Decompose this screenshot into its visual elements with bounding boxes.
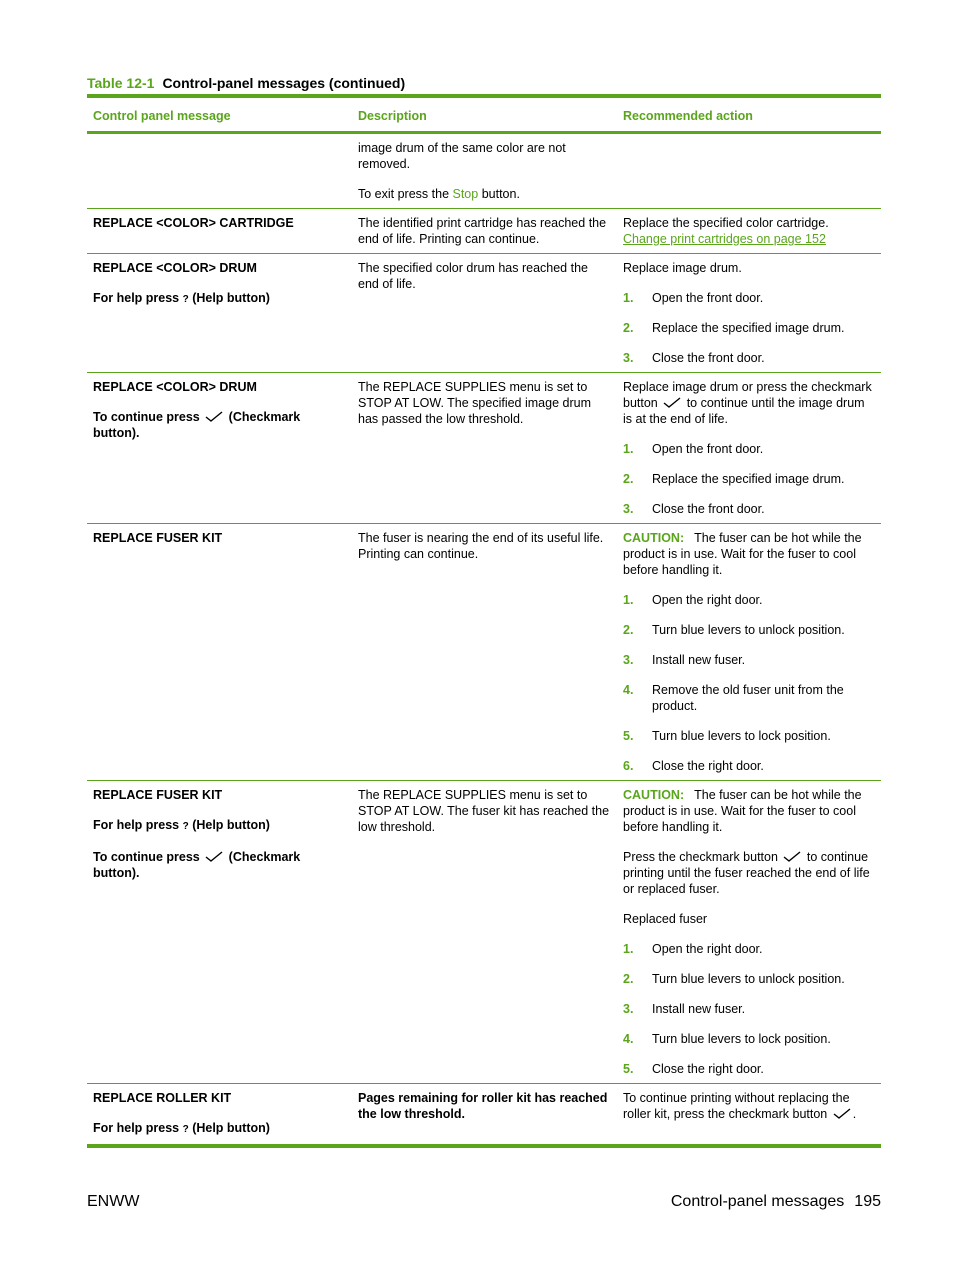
step-number: 1. <box>623 442 634 456</box>
text-span: (Help button) <box>188 1121 270 1135</box>
action-cell <box>617 209 881 254</box>
message-cell <box>87 524 352 781</box>
text-span: Replace image drum or press the checkmark button <box>623 380 872 410</box>
description-text: image drum of the same color are not removed. <box>358 141 566 171</box>
step-text: Close the right door. <box>652 1062 764 1076</box>
list-item <box>623 592 875 608</box>
step-text: Open the front door. <box>652 291 764 305</box>
action-text: Replace image drum. <box>623 261 742 275</box>
help-question-icon: ? <box>182 821 189 832</box>
text-span: button. <box>478 187 520 201</box>
message-cell <box>87 133 352 209</box>
action-cell <box>617 373 881 524</box>
text-span: For help press <box>93 818 183 832</box>
list-item <box>623 1031 875 1047</box>
list-item <box>623 471 875 487</box>
action-text <box>623 1090 875 1122</box>
step-text: Turn blue levers to lock position. <box>652 729 831 743</box>
checkmark-icon <box>663 397 681 409</box>
step-number: 1. <box>623 593 634 607</box>
step-text: Remove the old fuser unit from the product. <box>652 683 844 713</box>
list-item <box>623 682 875 714</box>
list-item <box>623 1001 875 1017</box>
footer-right <box>671 1193 881 1211</box>
description-text: The REPLACE SUPPLIES menu is set to STOP AT LOW. The fuser kit has reached the low threshold. <box>358 788 610 834</box>
step-number: 3. <box>623 351 634 365</box>
description-cell <box>352 133 617 209</box>
message-cell <box>87 781 352 1084</box>
description-cell <box>352 254 617 373</box>
help-instruction <box>93 1120 346 1138</box>
description-text <box>358 186 611 202</box>
table-row <box>87 254 881 373</box>
list-item <box>623 652 875 668</box>
action-cell <box>617 781 881 1084</box>
step-number: 3. <box>623 1002 634 1016</box>
action-cell <box>617 524 881 781</box>
message-cell <box>87 209 352 254</box>
step-text: Turn blue levers to lock position. <box>652 1032 831 1046</box>
list-item <box>623 622 875 638</box>
list-item <box>623 728 875 744</box>
step-list <box>623 941 875 1077</box>
step-text: Close the front door. <box>652 351 765 365</box>
step-text: Close the front door. <box>652 502 765 516</box>
list-item <box>623 441 875 457</box>
help-question-icon: ? <box>182 1124 189 1135</box>
list-item <box>623 971 875 987</box>
description-cell <box>352 781 617 1084</box>
message-cell <box>87 254 352 373</box>
action-cell <box>617 133 881 209</box>
continue-instruction <box>93 849 346 881</box>
step-number: 3. <box>623 653 634 667</box>
description-text: Pages remaining for roller kit has reached the low threshold. <box>358 1091 608 1121</box>
checkmark-icon <box>205 411 223 423</box>
step-text: Install new fuser. <box>652 653 746 667</box>
help-instruction <box>93 817 346 835</box>
stop-button-label: Stop <box>452 187 479 201</box>
description-cell <box>352 524 617 781</box>
description-text: The specified color drum has reached the end of life. <box>358 261 588 291</box>
description-text: The fuser is nearing the end of its useful life. Printing can continue. <box>358 531 604 561</box>
step-list <box>623 290 875 366</box>
text-span: To exit press the <box>358 187 453 201</box>
description-cell <box>352 1084 617 1147</box>
step-text: Open the right door. <box>652 593 763 607</box>
step-text: Turn blue levers to unlock position. <box>652 972 845 986</box>
caution-text: The fuser can be hot while the product is in use. Wait for the fuser to cool before handling it. <box>623 531 862 577</box>
header-description: Description <box>358 109 427 123</box>
text-span: Press the checkmark button <box>623 850 782 864</box>
list-item <box>623 941 875 957</box>
step-number: 2. <box>623 321 634 335</box>
step-number: 5. <box>623 1062 634 1076</box>
help-instruction <box>93 290 346 308</box>
step-text: Turn blue levers to unlock position. <box>652 623 845 637</box>
step-number: 3. <box>623 502 634 516</box>
footer-section-title: Control-panel messages <box>670 1193 845 1210</box>
message-cell <box>87 1084 352 1147</box>
table-caption <box>87 75 405 91</box>
checkmark-icon <box>833 1108 851 1120</box>
list-item <box>623 758 875 774</box>
caution-note <box>623 787 875 835</box>
message-text: REPLACE <COLOR> DRUM <box>93 261 257 275</box>
text-span: (Help button) <box>188 291 270 305</box>
table-row <box>87 209 881 254</box>
caution-text: The fuser can be hot while the product is in use. Wait for the fuser to cool before handling it. <box>623 788 862 834</box>
step-list <box>623 592 875 774</box>
page-number: 195 <box>854 1193 881 1210</box>
footer-left: ENWW <box>87 1193 140 1210</box>
step-text: Open the right door. <box>652 942 763 956</box>
step-list <box>623 441 875 517</box>
table-row <box>87 373 881 524</box>
text-span: . <box>852 1107 857 1121</box>
table-header-row <box>87 96 881 133</box>
list-item <box>623 320 875 336</box>
message-text: REPLACE <COLOR> DRUM <box>93 380 257 394</box>
text-span: For help press <box>93 1121 183 1135</box>
step-number: 4. <box>623 1032 634 1046</box>
list-item <box>623 1061 875 1077</box>
step-number: 1. <box>623 942 634 956</box>
description-cell <box>352 373 617 524</box>
list-item <box>623 290 875 306</box>
caution-note <box>623 530 875 578</box>
text-span: to continue printing until the fuser reached the end of life or replaced fuser. <box>623 850 870 896</box>
help-question-icon: ? <box>182 294 189 305</box>
table-title: Control-panel messages (continued) <box>162 75 406 91</box>
text-span: To continue press <box>93 850 204 864</box>
control-panel-messages-table <box>87 94 881 1148</box>
step-number: 2. <box>623 972 634 986</box>
table-row <box>87 133 881 209</box>
text-span: (Help button) <box>188 818 270 832</box>
message-cell <box>87 373 352 524</box>
message-text: REPLACE <COLOR> CARTRIDGE <box>93 216 294 230</box>
step-number: 6. <box>623 759 634 773</box>
checkmark-icon <box>205 851 223 863</box>
message-text: REPLACE FUSER KIT <box>93 531 223 545</box>
step-text: Install new fuser. <box>652 1002 746 1016</box>
step-number: 4. <box>623 683 634 697</box>
table-row <box>87 1084 881 1147</box>
table-row <box>87 781 881 1084</box>
action-cell <box>617 1084 881 1147</box>
action-text: Replace the specified color cartridge. <box>623 216 829 230</box>
action-cell <box>617 254 881 373</box>
text-span: (Checkmark button). <box>93 850 301 880</box>
step-text: Replace the specified image drum. <box>652 472 845 486</box>
table-number: Table 12-1 <box>87 75 155 91</box>
list-item <box>623 350 875 366</box>
step-text: Open the front door. <box>652 442 764 456</box>
action-text <box>623 379 875 427</box>
text-span: to continue until the image drum is at the end of life. <box>623 396 865 426</box>
header-control-panel-message: Control panel message <box>93 109 231 123</box>
checkmark-icon <box>783 851 801 863</box>
description-text: The REPLACE SUPPLIES menu is set to STOP AT LOW. The specified image drum has passed the low threshold. <box>358 380 591 426</box>
step-number: 5. <box>623 729 634 743</box>
action-subheading: Replaced fuser <box>623 912 708 926</box>
list-item <box>623 501 875 517</box>
step-number: 2. <box>623 472 634 486</box>
caution-label: CAUTION: <box>623 788 685 802</box>
continue-instruction <box>93 409 346 441</box>
step-text: Close the right door. <box>652 759 764 773</box>
text-span: (Checkmark button). <box>93 410 301 440</box>
text-span: For help press <box>93 291 183 305</box>
action-text <box>623 849 875 897</box>
text-span: To continue printing without replacing the roller kit, press the checkmark button <box>623 1091 850 1121</box>
message-text: REPLACE ROLLER KIT <box>93 1091 232 1105</box>
header-recommended-action: Recommended action <box>623 109 753 123</box>
description-text: The identified print cartridge has reached the end of life. Printing can continue. <box>358 216 607 246</box>
change-cartridges-link[interactable]: Change print cartridges on page 152 <box>623 232 826 246</box>
table-row <box>87 524 881 781</box>
caution-label: CAUTION: <box>623 531 685 545</box>
text-span: To continue press <box>93 410 204 424</box>
description-cell <box>352 209 617 254</box>
message-text: REPLACE FUSER KIT <box>93 788 223 802</box>
step-number: 2. <box>623 623 634 637</box>
step-number: 1. <box>623 291 634 305</box>
step-text: Replace the specified image drum. <box>652 321 845 335</box>
